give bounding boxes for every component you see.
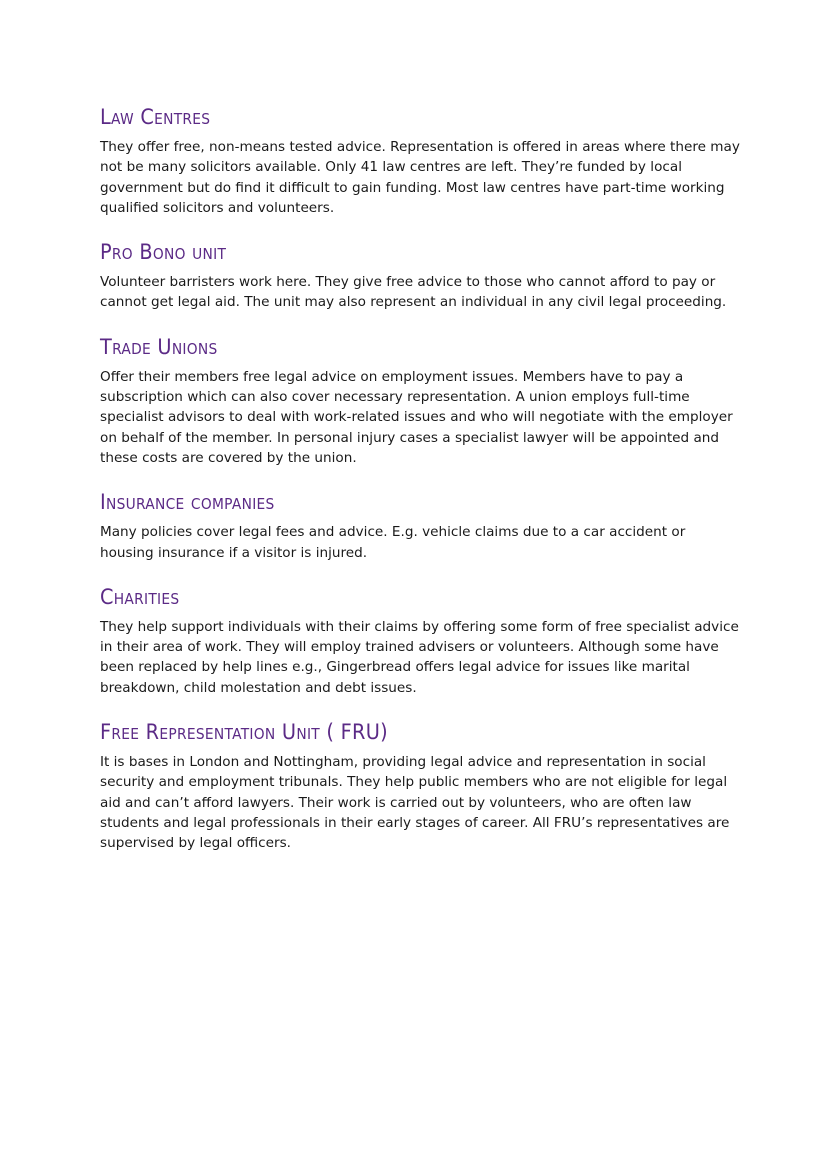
section-heading: Law Centres — [100, 105, 211, 129]
section-heading: Trade Unions — [100, 334, 218, 359]
section-body: They help support individuals with their claims by offering some form of free specialist advice in their area of work. They will employ trained advisers or volunteers. Although some have been replaced by help lines e.g., Gingerbread offers legal advice for issues like marital breakdown, child molestation and debt issues. — [100, 618, 739, 696]
section-heading: Insurance companies — [100, 490, 275, 515]
document-page — [100, 103, 740, 854]
section-charities — [100, 583, 740, 698]
section-free-representation-unit — [100, 718, 740, 853]
section-body: Volunteer barristers work here. They give free advice to those who cannot afford to pay or cannot get legal aid. The unit may also represent an individual in any civil legal proceeding. — [100, 274, 727, 311]
section-heading: Pro Bono unit — [100, 240, 227, 265]
section-insurance-companies — [100, 488, 740, 563]
section-body: Offer their members free legal advice on employment issues. Members have to pay a subscription which can also cover necessary representation. A union employs full-time specialist advisors to deal with work-related issues and who will negotiate with the employer on behalf of the member. In personal injury cases a specialist lawyer will be appointed and these costs are covered by the union. — [100, 368, 733, 466]
section-trade-unions — [100, 333, 740, 468]
section-body: It is bases in London and Nottingham, providing legal advice and representation in social security and employment tribunals. They help public members who are not eligible for legal aid and can’t afford lawyers. Their work is carried out by volunteers, who are often law students and legal professionals in their early stages of career. All FRU’s representatives are supervised by legal officers. — [100, 754, 730, 852]
section-law-centres — [100, 103, 740, 218]
section-heading: Free Representation Unit ( FRU) — [100, 720, 388, 745]
section-heading: Charities — [100, 584, 180, 609]
section-body: Many policies cover legal fees and advice. E.g. vehicle claims due to a car accident or housing insurance if a visitor is injured. — [100, 524, 686, 561]
section-body: They offer free, non-means tested advice. Representation is offered in areas where there may not be many solicitors available. Only 41 law centres are left. They’re funded by local government but do find it difficult to gain funding. Most law centres have part-time working qualified solicitors and volunteers. — [100, 139, 740, 216]
section-pro-bono-unit — [100, 238, 740, 313]
